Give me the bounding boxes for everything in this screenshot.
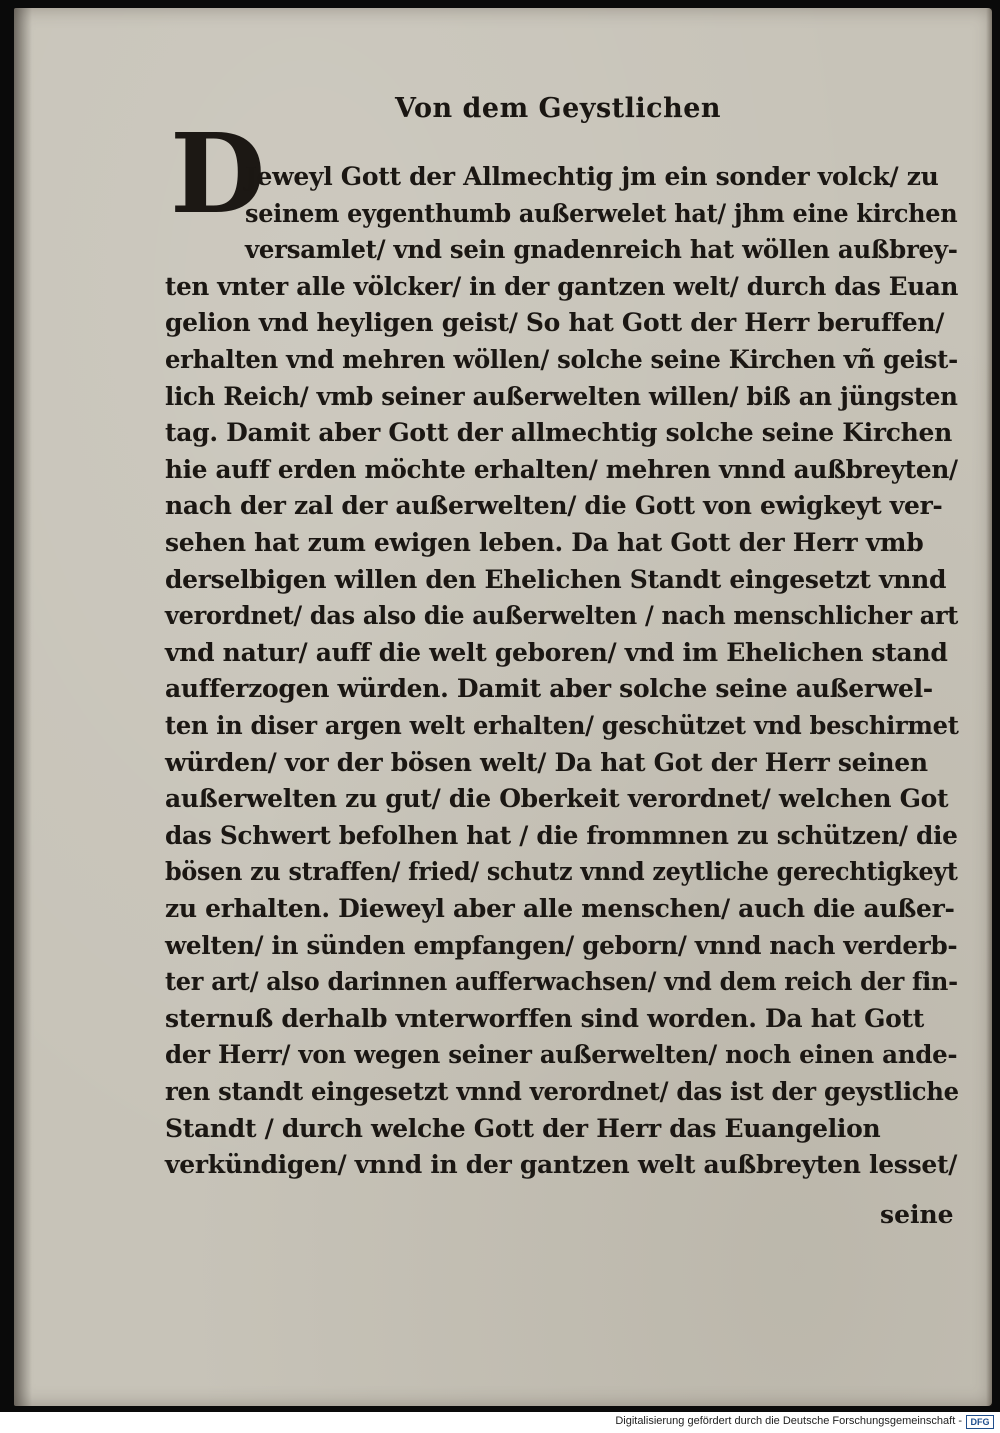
text-line: ten vnter alle völcker/ in der gantzen welt/ durch das Euan: [165, 271, 959, 301]
text-line: Jeweyl Gott der Allmechtig jm ein sonder volck/ zu: [245, 162, 939, 191]
page-edge: [986, 8, 992, 1406]
text-line: bösen zu straffen/ fried/ schutz vnnd zeytliche gerechtigkeyt: [165, 857, 958, 887]
text-line: vnd natur/ auff die welt geboren/ vnd im Ehelichen stand: [165, 637, 948, 667]
text-line: außerwelten zu gut/ die Oberkeit verordnet/ welchen Got: [165, 784, 949, 814]
text-line: aufferzogen würden. Damit aber solche seine außerwel-: [165, 674, 933, 704]
running-head: Von dem Geystlichen: [395, 93, 722, 124]
text-line: würden/ vor der bösen welt/ Da hat Got der Herr seinen: [165, 747, 928, 777]
text-line: erhalten vnd mehren wöllen/ solche seine Kirchen vñ geist-: [165, 345, 958, 374]
text-line: derselbigen willen den Ehelichen Standt eingesetzt vnnd: [165, 564, 947, 594]
text-line: das Schwert befolhen hat / die frommnen zu schützen/ die: [165, 820, 958, 850]
text-line: tag. Damit aber Gott der allmechtig solche seine Kirchen: [165, 418, 953, 448]
funding-credit: Digitalisierung gefördert durch die Deutsche Forschungsgemeinschaft -: [615, 1415, 962, 1427]
text-line: Standt / durch welche Gott der Herr das Euangelion: [165, 1113, 881, 1143]
text-line: hie auff erden möchte erhalten/ mehren vnnd außbreyten/: [165, 454, 958, 484]
footer-bar: [0, 1412, 1000, 1433]
text-line: zu erhalten. Dieweyl aber alle menschen/ auch die außer-: [165, 894, 955, 923]
text-line: verordnet/ das also die außerwelten / nach menschlicher art: [165, 601, 959, 631]
dfg-logo: DFG: [966, 1415, 994, 1429]
binding-shadow: [14, 8, 32, 1406]
text-line: ren standt eingesetzt vnnd verordnet/ das ist der geystliche: [165, 1077, 959, 1106]
catchword: seine: [880, 1200, 954, 1229]
text-line: sternuß derhalb vnterworffen sind worden. Da hat Gott: [165, 1003, 925, 1033]
text-line: welten/ in sünden empfangen/ geborn/ vnnd nach verderb-: [165, 930, 958, 960]
text-line: der Herr/ von wegen seiner außerwelten/ noch einen ande-: [165, 1040, 958, 1070]
text-line: seinem eygenthumb außerwelet hat/ jhm eine kirchen: [245, 198, 958, 228]
text-line: lich Reich/ vmb seiner außerwelten willen/ biß an jüngsten: [165, 381, 958, 411]
text-line: gelion vnd heyligen geist/ So hat Gott der Herr beruffen/: [165, 308, 945, 338]
text-line: nach der zal der außerwelten/ die Gott von ewigkeyt ver-: [165, 491, 943, 521]
drop-cap-initial: D: [170, 109, 266, 238]
text-line: verkündigen/ vnnd in der gantzen welt außbreyten lesset/: [165, 1150, 958, 1180]
text-line: ter art/ also darinnen aufferwachsen/ vnd dem reich der fin-: [165, 967, 958, 997]
text-line: sehen hat zum ewigen leben. Da hat Gott der Herr vmb: [165, 528, 924, 557]
text-line: ten in diser argen welt erhalten/ geschützet vnd beschirmet: [165, 711, 959, 740]
text-line: versamlet/ vnd sein gnadenreich hat wöllen außbrey-: [245, 235, 958, 265]
